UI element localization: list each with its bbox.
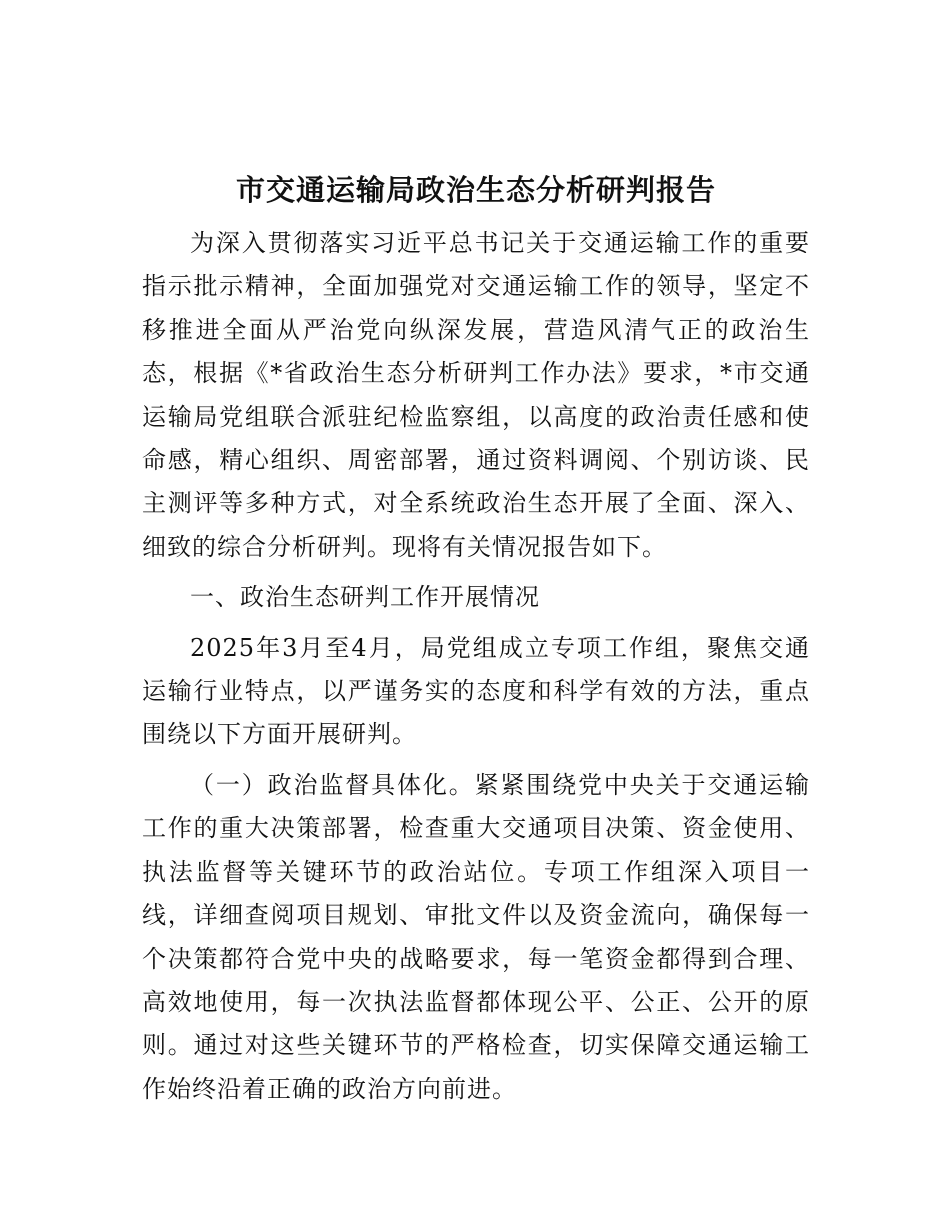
intro-paragraph: 为深入贯彻落实习近平总书记关于交通运输工作的重要指示批示精神，全面加强党对交通运输工作的领导，坚定不移推进全面从严治党向纵深发展，营造风清气正的政治生态，根据《*省政治生态分析研判工作办法》要求，*市交通运输局党组联合派驻纪检监察组，以高度的政治责任感和使命感，精心组织、周密部署，通过资料调阅、个别访谈、民主测评等多种方式，对全系统政治生态开展了全面、深入、细致的综合分析研判。现将有关情况报告如下。 (142, 229, 810, 561)
subsection-1-paragraph: （一）政治监督具体化。紧紧围绕党中央关于交通运输工作的重大决策部署，检查重大交通项目决策、资金使用、执法监督等关键环节的政治站位。专项工作组深入项目一线，详细查阅项目规划、审批文件以及资金流向，确保每一个决策都符合党中央的战略要求，每一笔资金都得到合理、高效地使用，每一次执法监督都体现公平、公正、公开的原则。通过对这些关键环节的严格检查，切实保障交通运输工作始终沿着正确的政治方向前进。 (142, 770, 810, 1103)
document-body (142, 168, 810, 1118)
section-heading-1: 一、政治生态研判工作开展情况 (190, 583, 540, 612)
section-1-paragraph: 2025年3月至4月，局党组成立专项工作组，聚焦交通运输行业特点，以严谨务实的态度和科学有效的方法，重点围绕以下方面开展研判。 (142, 633, 810, 749)
document-title: 市交通运输局政治生态分析研判报告 (235, 173, 716, 207)
